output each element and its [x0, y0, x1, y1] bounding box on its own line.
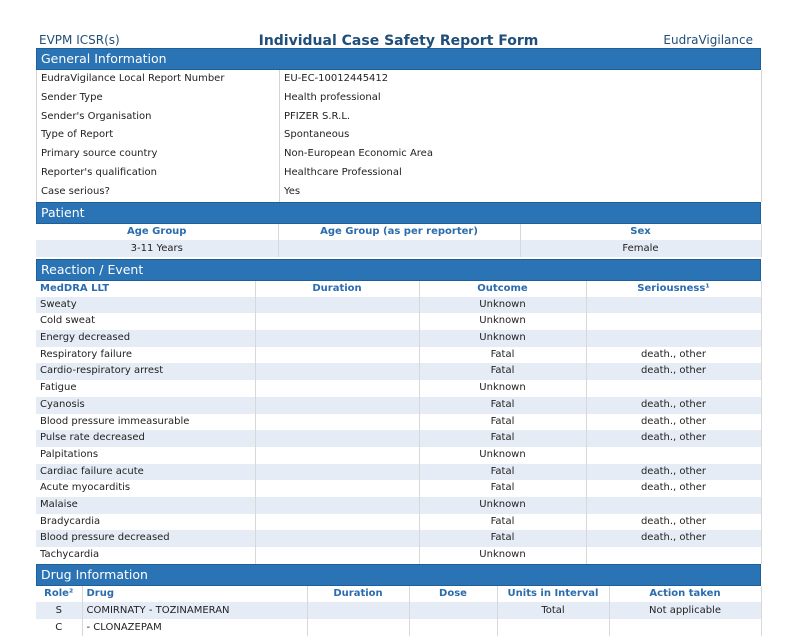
reaction-seriousness: [586, 547, 761, 564]
drug-duration: [307, 602, 409, 619]
reaction-section-header: Reaction / Event: [36, 259, 761, 281]
reaction-row: [36, 297, 761, 314]
reaction-duration: [255, 313, 419, 330]
reaction-duration: [255, 330, 419, 347]
general-value: Non-European Economic Area: [280, 145, 762, 164]
reaction-seriousness: death., other: [586, 347, 761, 364]
general-row: [37, 126, 762, 145]
reaction-row: [36, 480, 761, 497]
general-row: [37, 164, 762, 183]
reaction-duration: [255, 464, 419, 481]
general-section-header: General Information: [36, 48, 761, 70]
general-row: [37, 70, 762, 89]
general-row: [37, 183, 762, 202]
drug-units: [497, 619, 609, 636]
reaction-table: [36, 281, 762, 564]
drug-header-action: Action taken: [609, 586, 761, 602]
reaction-seriousness: [586, 447, 761, 464]
general-label: Sender's Organisation: [37, 108, 280, 127]
reaction-outcome: Fatal: [419, 514, 586, 531]
reaction-duration: [255, 397, 419, 414]
reaction-seriousness: death., other: [586, 530, 761, 547]
patient-header-sex: Sex: [520, 224, 761, 240]
reaction-outcome: Fatal: [419, 363, 586, 380]
reaction-seriousness: death., other: [586, 414, 761, 431]
reaction-duration: [255, 497, 419, 514]
reaction-outcome: Fatal: [419, 414, 586, 431]
reaction-seriousness: death., other: [586, 480, 761, 497]
drug-action: Not applicable: [609, 602, 761, 619]
drug-name: COMIRNATY - TOZINAMERAN: [82, 602, 307, 619]
patient-row: [36, 240, 761, 257]
drug-role: C: [36, 619, 82, 636]
reaction-seriousness: death., other: [586, 397, 761, 414]
reaction-row: [36, 330, 761, 347]
drug-action: [609, 619, 761, 636]
drug-header-dose: Dose: [409, 586, 497, 602]
general-row: [37, 108, 762, 127]
reaction-row: [36, 447, 761, 464]
reaction-outcome: Unknown: [419, 313, 586, 330]
reaction-seriousness: [586, 297, 761, 314]
reaction-row: [36, 514, 761, 531]
general-value: PFIZER S.R.L.: [280, 108, 762, 127]
reaction-llt: Cardio-respiratory arrest: [36, 363, 255, 380]
general-row: [37, 145, 762, 164]
reaction-duration: [255, 347, 419, 364]
reaction-outcome: Fatal: [419, 347, 586, 364]
drug-name: - CLONAZEPAM: [82, 619, 307, 636]
reaction-seriousness: death., other: [586, 514, 761, 531]
patient-header-age-group: Age Group: [36, 224, 278, 240]
reaction-seriousness: [586, 313, 761, 330]
reaction-outcome: Unknown: [419, 447, 586, 464]
report-title: Individual Case Safety Report Form: [258, 33, 539, 49]
reaction-row: [36, 530, 761, 547]
reaction-llt: Respiratory failure: [36, 347, 255, 364]
patient-sex: Female: [520, 240, 761, 257]
reaction-row: [36, 414, 761, 431]
reaction-llt: Fatigue: [36, 380, 255, 397]
reaction-llt: Cold sweat: [36, 313, 255, 330]
reaction-header-duration: Duration: [255, 281, 419, 297]
reaction-duration: [255, 363, 419, 380]
reaction-row: [36, 363, 761, 380]
reaction-duration: [255, 297, 419, 314]
general-label: EudraVigilance Local Report Number: [37, 70, 280, 89]
reaction-seriousness: death., other: [586, 363, 761, 380]
reaction-llt: Cyanosis: [36, 397, 255, 414]
drug-dose: [409, 602, 497, 619]
reaction-row: [36, 397, 761, 414]
reaction-llt: Acute myocarditis: [36, 480, 255, 497]
reaction-llt: Malaise: [36, 497, 255, 514]
general-label: Sender Type: [37, 89, 280, 108]
general-value: Healthcare Professional: [280, 164, 762, 183]
reaction-duration: [255, 530, 419, 547]
reaction-outcome: Unknown: [419, 547, 586, 564]
reaction-outcome: Fatal: [419, 480, 586, 497]
reaction-row: [36, 547, 761, 564]
general-label: Primary source country: [37, 145, 280, 164]
reaction-llt: Bradycardia: [36, 514, 255, 531]
patient-age-group-reporter: [278, 240, 520, 257]
reaction-outcome: Unknown: [419, 380, 586, 397]
general-row: [37, 89, 762, 108]
general-value: EU-EC-10012445412: [280, 70, 762, 89]
reaction-row: [36, 347, 761, 364]
drug-dose: [409, 619, 497, 636]
reaction-row: [36, 380, 761, 397]
reaction-llt: Palpitations: [36, 447, 255, 464]
drug-duration: [307, 619, 409, 636]
drug-role: S: [36, 602, 82, 619]
reaction-llt: Energy decreased: [36, 330, 255, 347]
reaction-duration: [255, 430, 419, 447]
reaction-llt: Cardiac failure acute: [36, 464, 255, 481]
drug-table: [36, 586, 762, 636]
reaction-duration: [255, 414, 419, 431]
reaction-outcome: Fatal: [419, 430, 586, 447]
reaction-row: [36, 497, 761, 514]
drug-header-role: Role²: [36, 586, 82, 602]
reaction-llt: Tachycardia: [36, 547, 255, 564]
general-value: Yes: [280, 183, 762, 202]
reaction-seriousness: death., other: [586, 430, 761, 447]
reaction-llt: Blood pressure decreased: [36, 530, 255, 547]
reaction-row: [36, 464, 761, 481]
reaction-outcome: Fatal: [419, 397, 586, 414]
reaction-seriousness: [586, 497, 761, 514]
general-label: Reporter's qualification: [37, 164, 280, 183]
reaction-duration: [255, 480, 419, 497]
reaction-row: [36, 430, 761, 447]
patient-header-age-group-reporter: Age Group (as per reporter): [278, 224, 520, 240]
reaction-outcome: Unknown: [419, 497, 586, 514]
drug-header-units: Units in Interval: [497, 586, 609, 602]
reaction-seriousness: [586, 380, 761, 397]
drug-header-duration: Duration: [307, 586, 409, 602]
patient-age-group: 3-11 Years: [36, 240, 278, 257]
patient-section-header: Patient: [36, 202, 761, 224]
reaction-row: [36, 313, 761, 330]
general-label: Type of Report: [37, 126, 280, 145]
reaction-llt: Blood pressure immeasurable: [36, 414, 255, 431]
reaction-outcome: Fatal: [419, 530, 586, 547]
drug-section-header: Drug Information: [36, 564, 761, 586]
general-value: Spontaneous: [280, 126, 762, 145]
reaction-header-llt: MedDRA LLT: [36, 281, 255, 297]
reaction-duration: [255, 447, 419, 464]
general-label: Case serious?: [37, 183, 280, 202]
report-header: [36, 28, 761, 48]
drug-row: [36, 619, 761, 636]
reaction-outcome: Fatal: [419, 464, 586, 481]
reaction-outcome: Unknown: [419, 297, 586, 314]
drug-header-drug: Drug: [82, 586, 307, 602]
reaction-outcome: Unknown: [419, 330, 586, 347]
reaction-seriousness: death., other: [586, 464, 761, 481]
reaction-header-seriousness: Seriousness¹: [586, 281, 761, 297]
reaction-llt: Sweaty: [36, 297, 255, 314]
reaction-duration: [255, 380, 419, 397]
general-info-table: [36, 70, 762, 202]
reaction-header-outcome: Outcome: [419, 281, 586, 297]
reaction-llt: Pulse rate decreased: [36, 430, 255, 447]
header-right-label: EudraVigilance: [663, 33, 753, 47]
drug-units: Total: [497, 602, 609, 619]
report-page: [36, 28, 761, 636]
patient-table: [36, 224, 762, 257]
reaction-duration: [255, 514, 419, 531]
header-left-label: EVPM ICSR(s): [39, 33, 120, 47]
reaction-duration: [255, 547, 419, 564]
reaction-seriousness: [586, 330, 761, 347]
drug-row: [36, 602, 761, 619]
general-value: Health professional: [280, 89, 762, 108]
